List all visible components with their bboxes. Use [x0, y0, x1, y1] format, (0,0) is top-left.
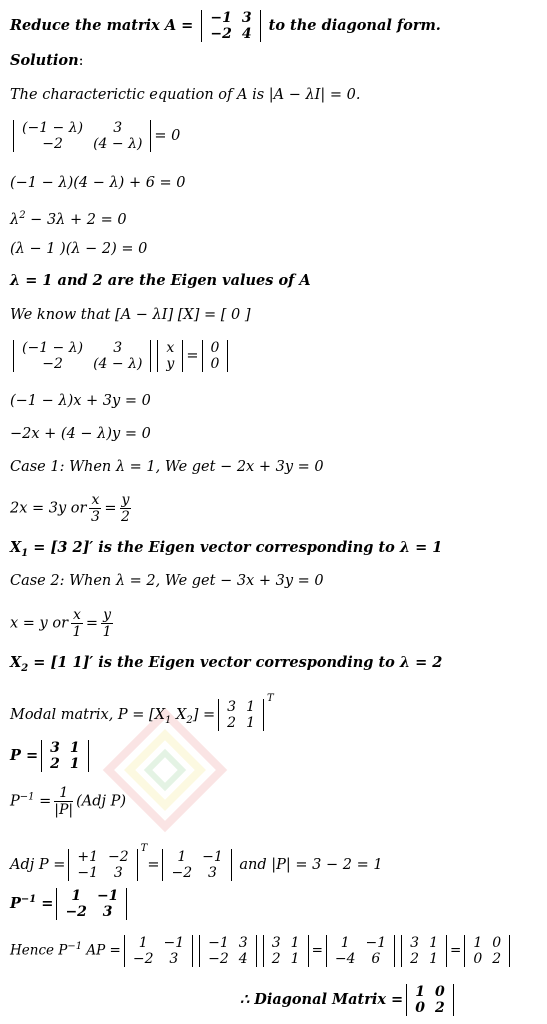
matrix-cell: 3 [50, 740, 60, 756]
matrix-cell: x [166, 340, 175, 356]
matrix-cell: y [166, 356, 175, 372]
fraction [89, 492, 101, 525]
matrix-cell: 1 [69, 740, 80, 756]
matrix-cell: 1 [290, 935, 300, 951]
fraction [101, 607, 113, 640]
eigen-values-line: λ = 1 and 2 are the Eigen values of A [10, 272, 311, 289]
modal-matrix-line: Modal matrix, $P = [X_1$ $X_2$] = 3 1 2 1 $^T$ [10, 693, 274, 731]
pinv-result-line: $P^{-1}$ = 1 −1 −2 3 [10, 888, 130, 920]
denominator: 1 [102, 624, 112, 640]
matrix-cell: 2 [50, 756, 60, 772]
matrix-cell: −2 [42, 136, 63, 152]
matrix-cell: 3 [238, 935, 248, 951]
matrix-cell: 1 [290, 951, 300, 967]
matrix-cell: 1 [429, 935, 438, 951]
matrix-cell: 2 [410, 951, 420, 967]
matrix-cell: 2 [227, 715, 237, 731]
matrix-cell: −2 [208, 951, 229, 967]
matrix-cell: 1 [473, 935, 483, 951]
case2-ratio-line: x = y or $\frac{x}{1}$ = $\frac{y}{1}$ [10, 607, 112, 640]
matrix-cell: (4 − λ) [93, 356, 143, 372]
matrix-cell: 2 [434, 1000, 445, 1016]
expand-line: (−1 − λ)(4 − λ) + 6 = 0 [10, 175, 186, 191]
eq2-line: −2x + (4 − λ)y = 0 [10, 426, 151, 442]
matrix-cell: (−1 − λ) [22, 340, 84, 356]
matrix-cell: −1 [210, 10, 232, 26]
adj-matrix-1 [68, 849, 137, 881]
matrix [124, 935, 193, 967]
matrix-cell: −2 [171, 865, 193, 881]
matrix-a [201, 10, 260, 42]
matrix-cell: (−1 − λ) [22, 120, 84, 136]
matrix-cell: 1 [246, 699, 255, 715]
hence-line: Hence $P^{-1}$ AP = 1 −1 −2 3 −1 3 −2 4 3 1 2 1 = 1 −1 −4 6 3 1 2 1 = 1 0 0 2 [10, 935, 513, 967]
sys-vector [157, 340, 183, 372]
x1-line: $X_1 = [3$ 2]′ is the Eigen vector corresponding to λ = 1 [10, 539, 443, 559]
fraction [120, 492, 132, 525]
fraction [71, 607, 83, 640]
adj-line: Adj P = +1 −2 −1 3 $^T$= 1 −1 −2 3 and |P| = 3 − 2 = 1 [10, 843, 383, 881]
fraction [54, 785, 73, 818]
matrix-cell: 3 [207, 865, 217, 881]
quadratic-line: $\lambda^2 - 3\lambda + 2 = 0$ [10, 210, 127, 228]
denominator: 3 [90, 509, 100, 525]
matrix-cell: −1 [77, 865, 99, 881]
denominator: 1 [72, 624, 82, 640]
solution-heading: Solution: [10, 52, 84, 69]
matrix-cell: −1 [96, 888, 119, 904]
matrix-cell: 1 [138, 935, 148, 951]
sys-zero [202, 340, 229, 372]
matrix-cell: 1 [71, 888, 82, 904]
denominator: |P| [54, 802, 74, 818]
case2-line: Case 2: When λ = 2, We get − 3x + 3y = 0 [10, 573, 324, 589]
matrix-cell: −1 [365, 935, 387, 951]
matrix-cell: 3 [113, 865, 123, 881]
matrix-cell: 6 [371, 951, 381, 967]
matrix [199, 935, 257, 967]
p-matrix [41, 740, 89, 772]
numerator: y [103, 607, 111, 623]
matrix-cell: 2 [492, 951, 502, 967]
matrix-cell: 3 [113, 120, 123, 136]
matrix-cell: 2 [271, 951, 281, 967]
numerator: y [121, 492, 130, 508]
matrix [263, 935, 309, 967]
matrix [326, 935, 395, 967]
matrix-cell: 0 [210, 356, 220, 372]
matrix-cell: 3 [410, 935, 420, 951]
matrix-cell: (4 − λ) [93, 136, 143, 152]
matrix-cell: 1 [415, 984, 425, 1000]
matrix-cell: 0 [210, 340, 220, 356]
matrix-cell: −1 [208, 935, 229, 951]
x2-line: $X_2 = [1$ 1]′ is the Eigen vector corresponding to λ = 2 [10, 654, 443, 674]
matrix-cell: 0 [473, 951, 483, 967]
problem-statement: Reduce the matrix A = −1 3 −2 4 to the diagonal form. [10, 10, 441, 42]
matrix-cell: 3 [113, 340, 123, 356]
matrix-cell: 0 [434, 984, 445, 1000]
matrix-cell: −2 [132, 951, 154, 967]
eq1-line: (−1 − λ)x + 3y = 0 [10, 393, 151, 409]
p-matrix-line: P = 3 1 2 1 [10, 740, 92, 772]
matrix-cell: −2 [42, 356, 63, 372]
matrix-cell: 1 [246, 715, 255, 731]
det-matrix [13, 120, 151, 152]
pinv-matrix [56, 888, 127, 920]
matrix-cell: 4 [238, 951, 248, 967]
matrix-cell: 3 [241, 10, 252, 26]
adj-matrix-2 [162, 849, 231, 881]
numerator: x [73, 607, 81, 623]
we-know-line: We know that [A − λI] [X] = [ 0 ] [10, 307, 251, 323]
denominator: 2 [121, 509, 130, 525]
pinv-formula-line: $P^{-1}$ = $\frac{1}{|P|}$ (Adj P) [10, 785, 127, 818]
matrix-cell: −2 [210, 26, 232, 42]
determinant-line: (−1 − λ) 3 −2 (4 − λ) = 0 [10, 120, 180, 152]
matrix-cell: 0 [492, 935, 502, 951]
matrix-cell: 3 [102, 904, 113, 920]
case1-ratio-line: 2x = 3y or $\frac{x}{3}$ = $\frac{y}{2}$ [10, 492, 130, 525]
matrix [464, 935, 510, 967]
factor-line: (λ − 1 )(λ − 2) = 0 [10, 241, 148, 257]
modal-matrix [218, 699, 264, 731]
char-eq-line: The characterictic equation of A is |A − λI| = 0. [10, 87, 361, 103]
matrix-cell: 3 [169, 951, 179, 967]
matrix-cell: 3 [271, 935, 281, 951]
diagonal-result-line: ∴ Diagonal Matrix = 1 0 0 2 [240, 984, 457, 1016]
numerator: 1 [54, 785, 73, 802]
matrix-cell: 1 [429, 951, 438, 967]
matrix-cell: 1 [177, 849, 187, 865]
matrix-cell: 1 [69, 756, 80, 772]
matrix-cell: −2 [65, 904, 87, 920]
matrix-cell: 1 [340, 935, 350, 951]
matrix [401, 935, 447, 967]
matrix-cell: −2 [108, 849, 129, 865]
matrix-cell: +1 [77, 849, 99, 865]
matrix-cell: 3 [227, 699, 237, 715]
diagonal-matrix [406, 984, 454, 1016]
sys-matrix [13, 340, 151, 372]
matrix-cell: 0 [415, 1000, 425, 1016]
matrix-cell: −4 [334, 951, 356, 967]
matrix-cell: −1 [202, 849, 223, 865]
matrix-cell: 4 [241, 26, 252, 42]
case1-line: Case 1: When λ = 1, We get − 2x + 3y = 0 [10, 459, 324, 475]
system-line: (−1 − λ) 3 −2 (4 − λ) x y = 0 0 [10, 340, 231, 372]
numerator: x [91, 492, 100, 508]
matrix-cell: −1 [163, 935, 185, 951]
